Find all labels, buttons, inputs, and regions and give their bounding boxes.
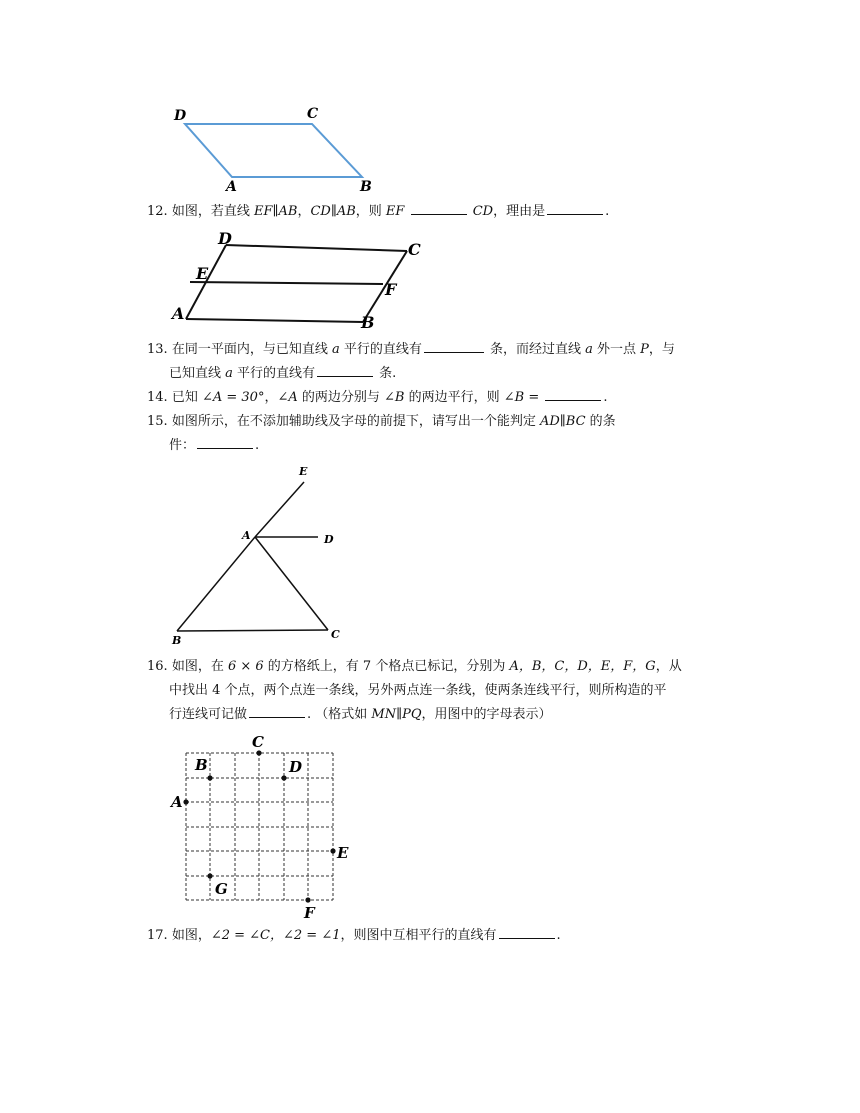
question-number: 13. [147, 342, 168, 357]
grid-figure-6x6 [168, 730, 358, 925]
point-e [330, 848, 335, 853]
answer-blank[interactable] [547, 200, 603, 215]
answer-blank[interactable] [545, 386, 601, 401]
question-13: 13. 在同一平面内，与已知直线 a 平行的直线有 条，而经过直线 a 外一点 P，与 已知直线 a 平行的直线有 条. [147, 338, 707, 386]
label-c: C [408, 240, 421, 259]
label-d: D [289, 758, 303, 776]
parallel-lines-figure-ef-ab-cd [168, 225, 433, 335]
question-15: 15. 如图所示，在不添加辅助线及字母的前提下，请写出一个能判定 AD∥BC 的条 件： . [147, 414, 616, 453]
label-g: G [215, 880, 228, 898]
answer-blank[interactable] [411, 200, 467, 215]
question-number: 12. [147, 204, 168, 219]
answer-blank[interactable] [249, 703, 305, 718]
point-d [281, 775, 286, 780]
label-a: A [172, 304, 185, 323]
parallelogram-figure-abcd [170, 100, 380, 195]
label-d: D [218, 229, 232, 248]
label-c: C [307, 106, 319, 122]
answer-blank[interactable] [424, 338, 484, 353]
label-f: F [304, 904, 315, 922]
question-number: 15. [147, 414, 168, 429]
question-14: 14. 已知 ∠A = 30°，∠A 的两边分别与 ∠B 的两边平行，则 ∠B = . [147, 386, 707, 410]
label-e: E [299, 465, 308, 478]
point-b [207, 775, 212, 780]
label-d: D [174, 108, 187, 124]
label-c: C [252, 733, 264, 751]
label-b: B [195, 756, 208, 774]
point-a [183, 799, 188, 804]
triangle-figure-abc [168, 460, 358, 648]
question-17: 17. 如图，∠2 = ∠C，∠2 = ∠1，则图中互相平行的直线有 . [147, 924, 707, 948]
label-b: B [361, 313, 375, 332]
label-b: B [172, 634, 182, 647]
point-f [305, 897, 310, 902]
parallelogram-shape [185, 124, 362, 177]
label-d: D [324, 533, 334, 546]
answer-blank[interactable] [317, 362, 373, 377]
point-c [256, 750, 261, 755]
label-a: A [171, 793, 183, 811]
label-a: A [242, 529, 251, 542]
answer-blank[interactable] [499, 924, 555, 939]
question-number: 16. [147, 659, 168, 674]
point-g [207, 873, 212, 878]
question-12: 12. 如图，若直线 EF∥AB，CD∥AB，则 EF CD，理由是 . [147, 200, 707, 224]
answer-blank[interactable] [197, 434, 253, 449]
question-number: 17. [147, 928, 168, 943]
label-e: E [337, 844, 349, 862]
label-b: B [360, 179, 372, 195]
question-number: 14. [147, 390, 168, 405]
label-f: F [385, 280, 397, 299]
question-16: 16. 如图，在 6 × 6 的方格纸上，有 7 个格点已标记，分别为 A，B，C，D，E，F，G，从 中找出 4 个点，两个点连一条线，另外两点连一条线，使两条连线平行，则所构造的平 行连线可记做 . （格式如 MN∥PQ，用图中的字母表示） [147, 659, 682, 722]
label-c: C [331, 628, 340, 641]
label-e: E [196, 264, 209, 283]
label-a: A [226, 179, 237, 195]
